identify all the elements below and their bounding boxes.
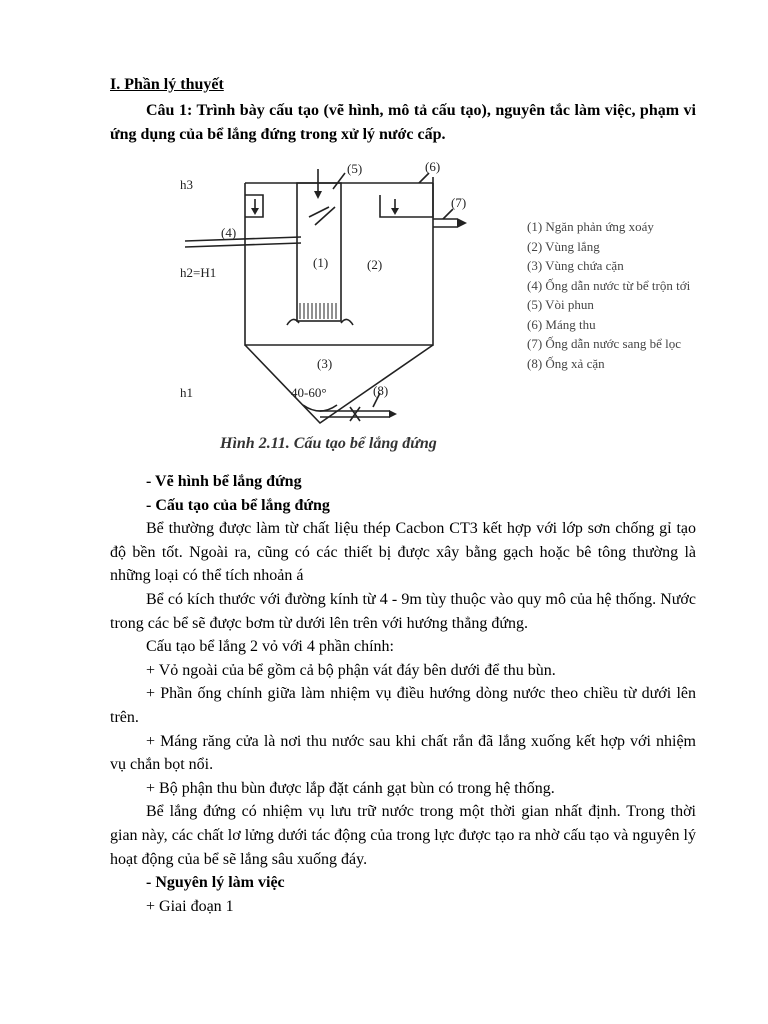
paragraph: + Giai đoạn 1: [146, 897, 234, 915]
label-n5: (5): [347, 161, 363, 176]
label-h2: h2=H1: [180, 265, 217, 280]
subheading-draw: - Vẽ hình bể lắng đứng: [146, 473, 302, 490]
paragraph: + Bộ phận thu bùn được lắp đặt cánh gạt bùn có trong hệ thống.: [146, 779, 555, 797]
label-n3: (3): [317, 356, 333, 371]
collecting-trough-left: [245, 195, 263, 217]
paragraph: Bể có kích thước với đường kính từ 4 - 9m tùy thuộc vào quy mô của hệ thống. Nước trong các bể sẽ được bơm từ dưới lên trên với hướng thẳng đứng.: [110, 590, 696, 632]
label-angle: 40-60°: [291, 385, 327, 400]
nozzle: [309, 207, 335, 225]
body-text: [110, 470, 696, 918]
question-heading: [110, 99, 696, 147]
label-n1: (1): [313, 255, 329, 270]
section-title: I. Phần lý thuyết: [110, 76, 224, 93]
label-n8: (8): [373, 383, 389, 398]
figure-legend: [527, 217, 690, 373]
paragraph: Cấu tạo bể lắng 2 vỏ với 4 phần chính:: [146, 638, 394, 656]
paragraph: + Máng răng cửa là nơi thu nước sau khi chất rắn đã lắng xuống kết hợp với nhiệm vụ chắn bọt nổi.: [110, 732, 696, 774]
paragraph: Bể thường được làm từ chất liệu thép Cacbon CT3 kết hợp với lớp sơn chống gỉ tạo độ bền tốt. Ngoài ra, cũng có các thiết bị được xây bằng gạch hoặc bê tông thường là những loại có thể tích nhoản á: [110, 520, 696, 585]
subheading-principle: - Nguyên lý làm việc: [146, 874, 285, 892]
legend-item: (7) Ống dẫn nước sang bể lọc: [527, 336, 681, 351]
inlet-pipe: [185, 237, 301, 247]
label-n7: (7): [451, 195, 467, 210]
label-h3: h3: [180, 177, 193, 192]
legend-item: (8) Ống xả cặn: [527, 355, 605, 371]
label-h1: h1: [180, 385, 193, 400]
legend-item: (3) Vùng chứa cặn: [527, 258, 624, 273]
paragraph: + Phần ống chính giữa làm nhiệm vụ điều hướng dòng nước theo chiều từ dưới lên trên.: [110, 685, 696, 726]
legend-item: (2) Vùng lắng: [527, 238, 600, 254]
subheading-structure: - Cấu tạo của bể lắng đứng: [146, 496, 330, 514]
label-n4: (4): [221, 225, 237, 240]
legend-item: (1) Ngăn phản ứng xoáy: [527, 219, 654, 234]
paragraph: + Vỏ ngoài của bể gồm cả bộ phận vát đáy bên dưới để thu bùn.: [146, 661, 556, 679]
figure-caption: Hình 2.11. Cấu tạo bể lắng đứng: [220, 435, 437, 452]
legend-item: (6) Máng thu: [527, 316, 596, 332]
settling-tank-figure: [175, 155, 715, 460]
paragraph: Bể lắng đứng có nhiệm vụ lưu trữ nước trong một thời gian nhất định. Trong thời gian này, các chất lơ lửng dưới tác động của trong lực được tạo ra nhờ cấu tạo và nguyên lý hoạt động của bể sẽ lắng sâu xuống đáy.: [110, 803, 696, 868]
label-n6: (6): [425, 159, 441, 174]
label-n2: (2): [367, 257, 383, 272]
down-arrow-head: [314, 191, 322, 199]
legend-item: (4) Ống dẫn nước từ bể trộn tới: [527, 277, 691, 293]
outlet-arrow-head: [457, 218, 467, 228]
outlet-pipe: [433, 219, 457, 227]
drain-arrow-head: [389, 410, 397, 418]
central-reaction-chamber: [297, 183, 341, 321]
legend-item: (5) Vòi phun: [527, 297, 594, 312]
question-text: Câu 1: Trình bày cấu tạo (vẽ hình, mô tả cấu tạo), nguyên tắc làm việc, phạm vi ứng dụng của bể lắng đứng trong xử lý nước cấp.: [110, 102, 696, 143]
